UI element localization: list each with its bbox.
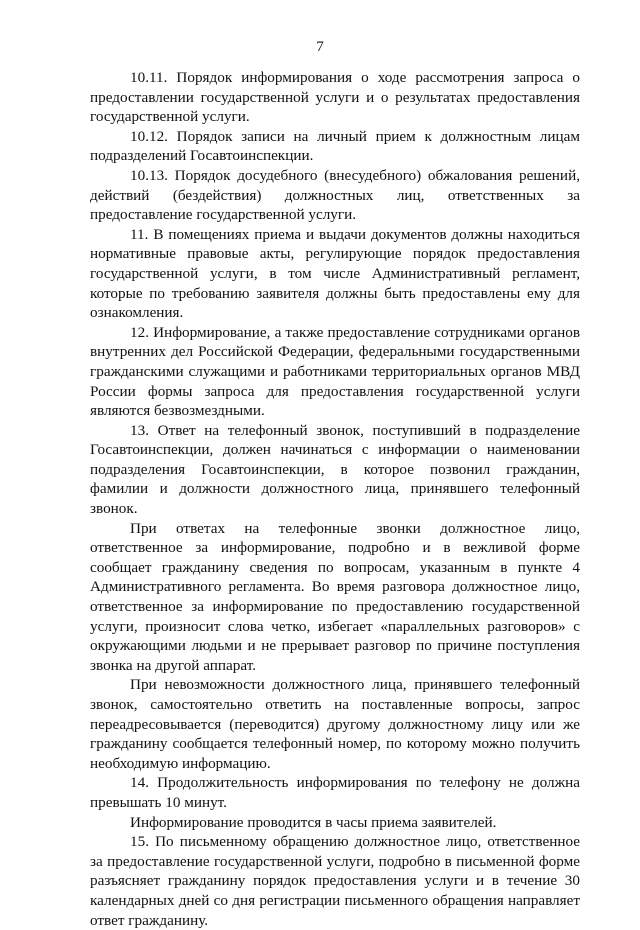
- paragraph-12: 12. Информирование, а также предоставление сотрудниками органов внутренних дел Российской Федерации, федеральными государственными гражданскими служащими и работниками территориальных органов МВД России формы запроса для предоставления государственной услуги являются безвозмездными.: [90, 323, 580, 420]
- paragraph-11: 11. В помещениях приема и выдачи документов должны находиться нормативные правовые акты, регулирующие порядок предоставления государственной услуги, в том числе Административный регламент, которые по требованию заявителя должны быть предоставлены ему для ознакомления.: [90, 225, 580, 322]
- paragraph-13-redirect: При невозможности должностного лица, принявшего телефонный звонок, самостоятельно ответить на поставленные вопросы, запрос переадресовывается (переводится) другому должностному лицу или же гражданину сообщается телефонный номер, по которому можно получить необходимую информацию.: [90, 676, 580, 772]
- paragraph-10-12: 10.12. Порядок записи на личный прием к должностным лицам подразделений Госавтоинспекции.: [90, 127, 580, 165]
- paragraph-14-hours: Информирование проводится в часы приема заявителей.: [130, 813, 497, 831]
- paragraph-13-phone-answers: При ответах на телефонные звонки должностное лицо, ответственное за информирование, подробно и в вежливой форме сообщает гражданину сведения по вопросам, указанным в пункте 4 Административного регламента. Во время разговора должностное лицо, ответственное за информирование по предоставлению государственной услуги, произносит слова четко, избегает «параллельных разговоров» с окружающими людьми и не прерывает разговор по причине поступления звонка на другой аппарат.: [90, 519, 580, 674]
- paragraph-13: 13. Ответ на телефонный звонок, поступивший в подразделение Госавтоинспекции, должен начинаться с информации о наименовании подразделения Госавтоинспекции, в которое позвонил гражданин, фамилии и должности должностного лица, принявшего телефонный звонок.: [90, 421, 580, 518]
- paragraph-10-13: 10.13. Порядок досудебного (внесудебного) обжалования решений, действий (бездействия) должностных лиц, ответственных за предоставление государственной услуги.: [90, 166, 580, 224]
- paragraph-15: 15. По письменному обращению должностное лицо, ответственное за предоставление государственной услуги, подробно в письменной форме разъясняет гражданину порядок предоставления услуги и в течение 30 календарных дней со дня регистрации письменного обращения направляет ответ гражданину.: [90, 833, 580, 929]
- page-number: 7: [316, 39, 324, 55]
- paragraph-10-11: 10.11. Порядок информирования о ходе рассмотрения запроса о предоставлении государственной услуги и о результатах предоставления государственной услуги.: [90, 69, 580, 126]
- paragraph-14: 14. Продолжительность информирования по телефону не должна превышать 10 минут.: [90, 774, 580, 811]
- document-body: [90, 68, 580, 930]
